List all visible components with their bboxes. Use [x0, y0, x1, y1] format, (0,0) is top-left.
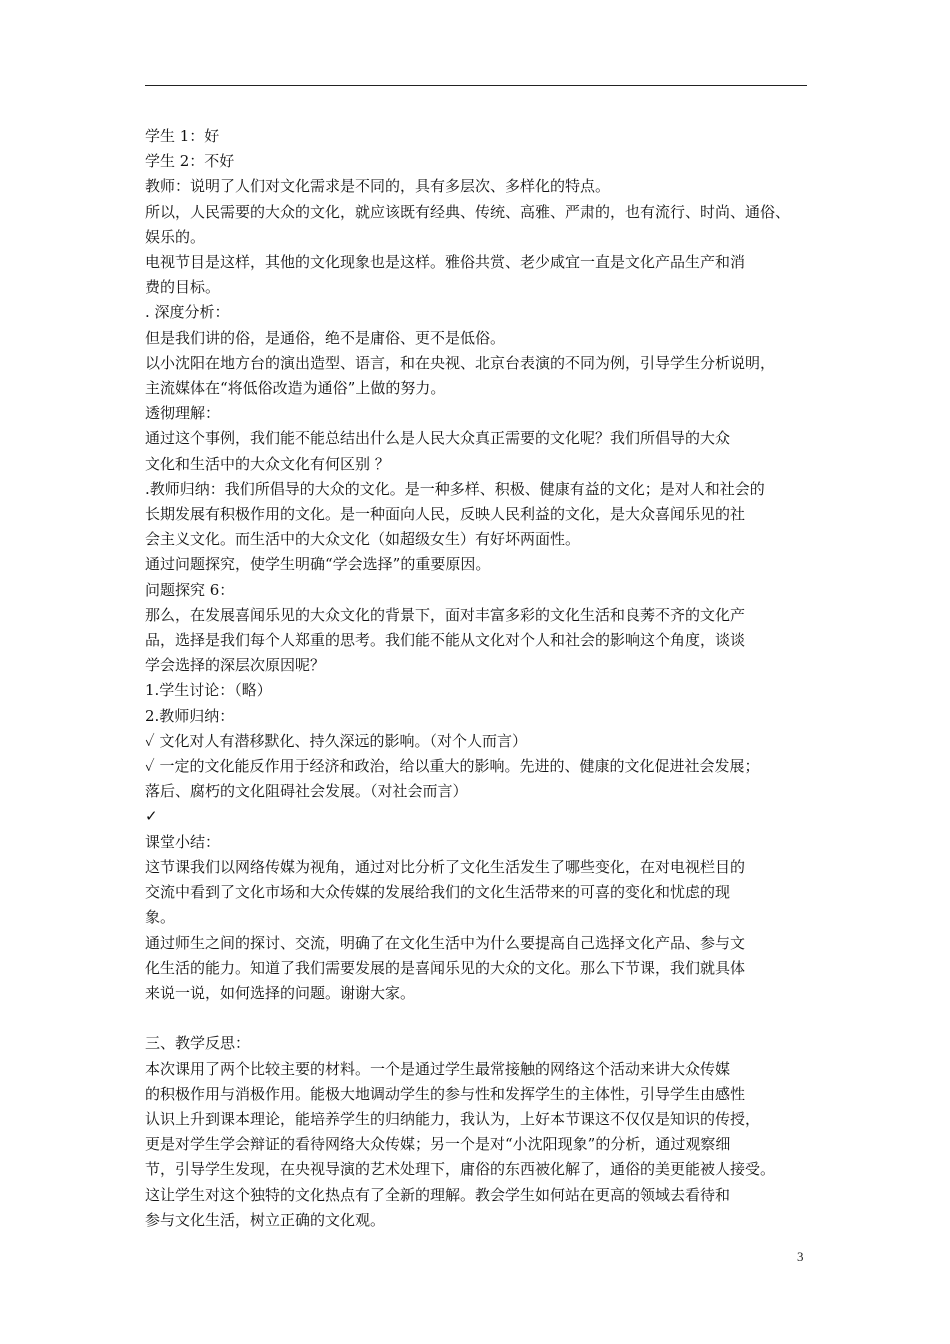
text-line: 这让学生对这个独特的文化热点有了全新的理解。教会学生如何站在更高的领域去看待和	[145, 1185, 731, 1204]
text-line: 但是我们讲的俗，是通俗，绝不是庸俗、更不是低俗。	[145, 328, 506, 347]
text-line: 所以，人民需要的大众的文化，就应该既有经典、传统、高雅、严肃的，也有流行、时尚、通俗、	[145, 202, 791, 221]
blank-line	[145, 1006, 809, 1031]
text-line: 主流媒体在“将低俗改造为通俗”上做的努力。	[145, 379, 446, 398]
text-line: 教师：说明了人们对文化需求是不同的，具有多层次、多样化的特点。	[145, 177, 611, 196]
text-line: 课堂小结：	[145, 832, 221, 851]
text-line: 通过这个事例，我们能不能总结出什么是人民大众真正需要的文化呢？我们所倡导的大众	[145, 429, 731, 448]
text-line: 来说一说，如何选择的问题。谢谢大家。	[145, 983, 416, 1002]
text-line: 认识上升到课本理论，能培养学生的归纳能力，我认为，上好本节课这不仅仅是知识的传授，	[145, 1109, 761, 1128]
text-line: 长期发展有积极作用的文化。是一种面向人民，反映人民利益的文化，是大众喜闻乐见的社	[145, 505, 746, 524]
text-line: 学生 2：不好	[145, 152, 235, 171]
text-line: ✓ 一定的文化能反作用于经济和政治，给以重大的影响。先进的、健康的文化促进社会发展；	[145, 757, 760, 776]
text-line: 电视节目是这样，其他的文化现象也是这样。雅俗共赏、老少咸宜一直是文化产品生产和消	[145, 253, 746, 272]
text-line: 三、教学反思：	[145, 1034, 251, 1053]
text-line: ✓	[145, 807, 158, 826]
text-line: 交流中看到了文化市场和大众传媒的发展给我们的文化生活带来的可喜的变化和忧虑的现	[145, 883, 731, 902]
text-line: 娱乐的。	[145, 227, 206, 246]
text-line: . 深度分析：	[145, 303, 230, 322]
text-line: 1.学生讨论：（略）	[145, 681, 272, 700]
text-line: 会主义文化。而生活中的大众文化（如超级女生）有好坏两面性。	[145, 530, 581, 549]
document-body	[145, 124, 809, 1233]
text-line: ✓ 文化对人有潜移默化、持久深远的影响。（对个人而言）	[145, 731, 527, 750]
text-line: 象。	[145, 908, 176, 927]
text-line: 参与文化生活，树立正确的文化观。	[145, 1210, 386, 1229]
text-line: 的积极作用与消极作用。能极大地调动学生的参与性和发挥学生的主体性，引导学生由感性	[145, 1084, 746, 1103]
text-line: 学会选择的深层次原因呢？	[145, 656, 326, 675]
text-line: 文化和生活中的大众文化有何区别 ？	[145, 454, 390, 473]
text-line: 落后、腐朽的文化阻碍社会发展。（对社会而言）	[145, 782, 468, 801]
text-line: 问题探究 6：	[145, 580, 235, 599]
text-line: 费的目标。	[145, 278, 221, 297]
text-line: 学生 1：好	[145, 127, 220, 145]
text-line: 本次课用了两个比较主要的材料。一个是通过学生最常接触的网络这个活动来讲大众传媒	[145, 1059, 731, 1078]
text-line: .教师归纳：我们所倡导的大众的文化。是一种多样、积极、健康有益的文化；是对人和社会的	[145, 479, 765, 498]
text-line: 以小沈阳在地方台的演出造型、语言，和在央视、北京台表演的不同为例，引导学生分析说明，	[145, 353, 776, 372]
text-line: 那么，在发展喜闻乐见的大众文化的背景下，面对丰富多彩的文化生活和良莠不齐的文化产	[145, 605, 746, 624]
text-line: 化生活的能力。知道了我们需要发展的是喜闻乐见的大众的文化。那么下节课，我们就具体	[145, 958, 746, 977]
text-line: 通过问题探究，使学生明确“学会选择”的重要原因。	[145, 555, 491, 574]
text-line: 这节课我们以网络传媒为视角，通过对比分析了文化生活发生了哪些变化，在对电视栏目的	[145, 857, 746, 876]
text-line: 2.教师归纳：	[145, 706, 235, 725]
text-line: 节，引导学生发现，在央视导演的艺术处理下，庸俗的东西被化解了，通俗的美更能被人接受。	[145, 1160, 776, 1179]
header-rule	[145, 85, 807, 86]
text-line: 更是对学生学会辩证的看待网络大众传媒；另一个是对“小沈阳现象”的分析，通过观察细	[145, 1135, 731, 1154]
text-line: 品，选择是我们每个人郑重的思考。我们能不能从文化对个人和社会的影响这个角度，谈谈	[145, 631, 746, 650]
text-line: 透彻理解：	[145, 404, 221, 423]
page-number: 3	[797, 1249, 804, 1264]
text-line: 通过师生之间的探讨、交流，明确了在文化生活中为什么要提高自己选择文化产品、参与文	[145, 933, 746, 952]
